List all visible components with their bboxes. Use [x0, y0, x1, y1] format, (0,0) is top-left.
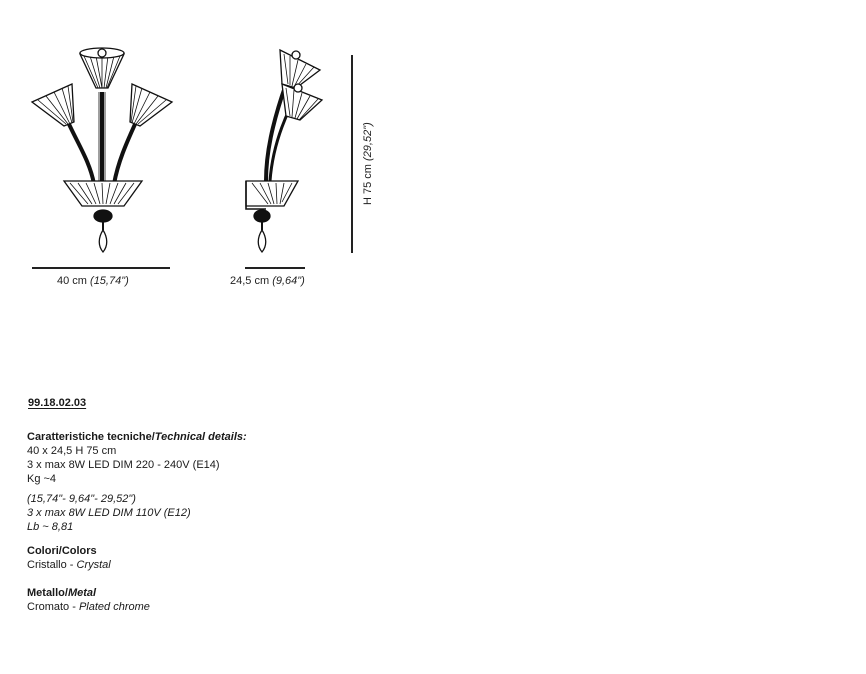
imperial-line: 3 x max 8W LED DIM 110V (E12) [27, 507, 191, 519]
depth-dimension-line [245, 267, 305, 269]
depth-label: 24,5 cm (9,64") [230, 275, 305, 287]
technical-details [27, 430, 247, 614]
height-dimension-line [351, 55, 353, 253]
width-dimension-line [32, 267, 170, 269]
metric-line: 40 x 24,5 H 75 cm [27, 445, 117, 457]
imperial-line: Lb ~ 8,81 [27, 521, 74, 533]
metric-line: 3 x max 8W LED DIM 220 - 240V (E14) [27, 459, 220, 471]
product-code: 99.18.02.03 [28, 397, 87, 409]
technical-heading: Caratteristiche tecniche/Technical details: [27, 431, 247, 443]
metal-value: Cromato - Plated chrome [27, 601, 150, 613]
metal-heading: Metallo/Metal [27, 587, 97, 599]
imperial-line: (15,74"- 9,64"- 29,52") [27, 493, 136, 505]
colors-value: Cristallo - Crystal [27, 559, 111, 571]
height-label: H 75 cm (29,52") [362, 122, 374, 205]
front-view-drawing [28, 44, 178, 259]
width-label: 40 cm (15,74") [57, 275, 129, 287]
metric-line: Kg ~4 [27, 473, 57, 485]
colors-heading: Colori/Colors [27, 545, 97, 557]
side-view-drawing [240, 44, 330, 259]
